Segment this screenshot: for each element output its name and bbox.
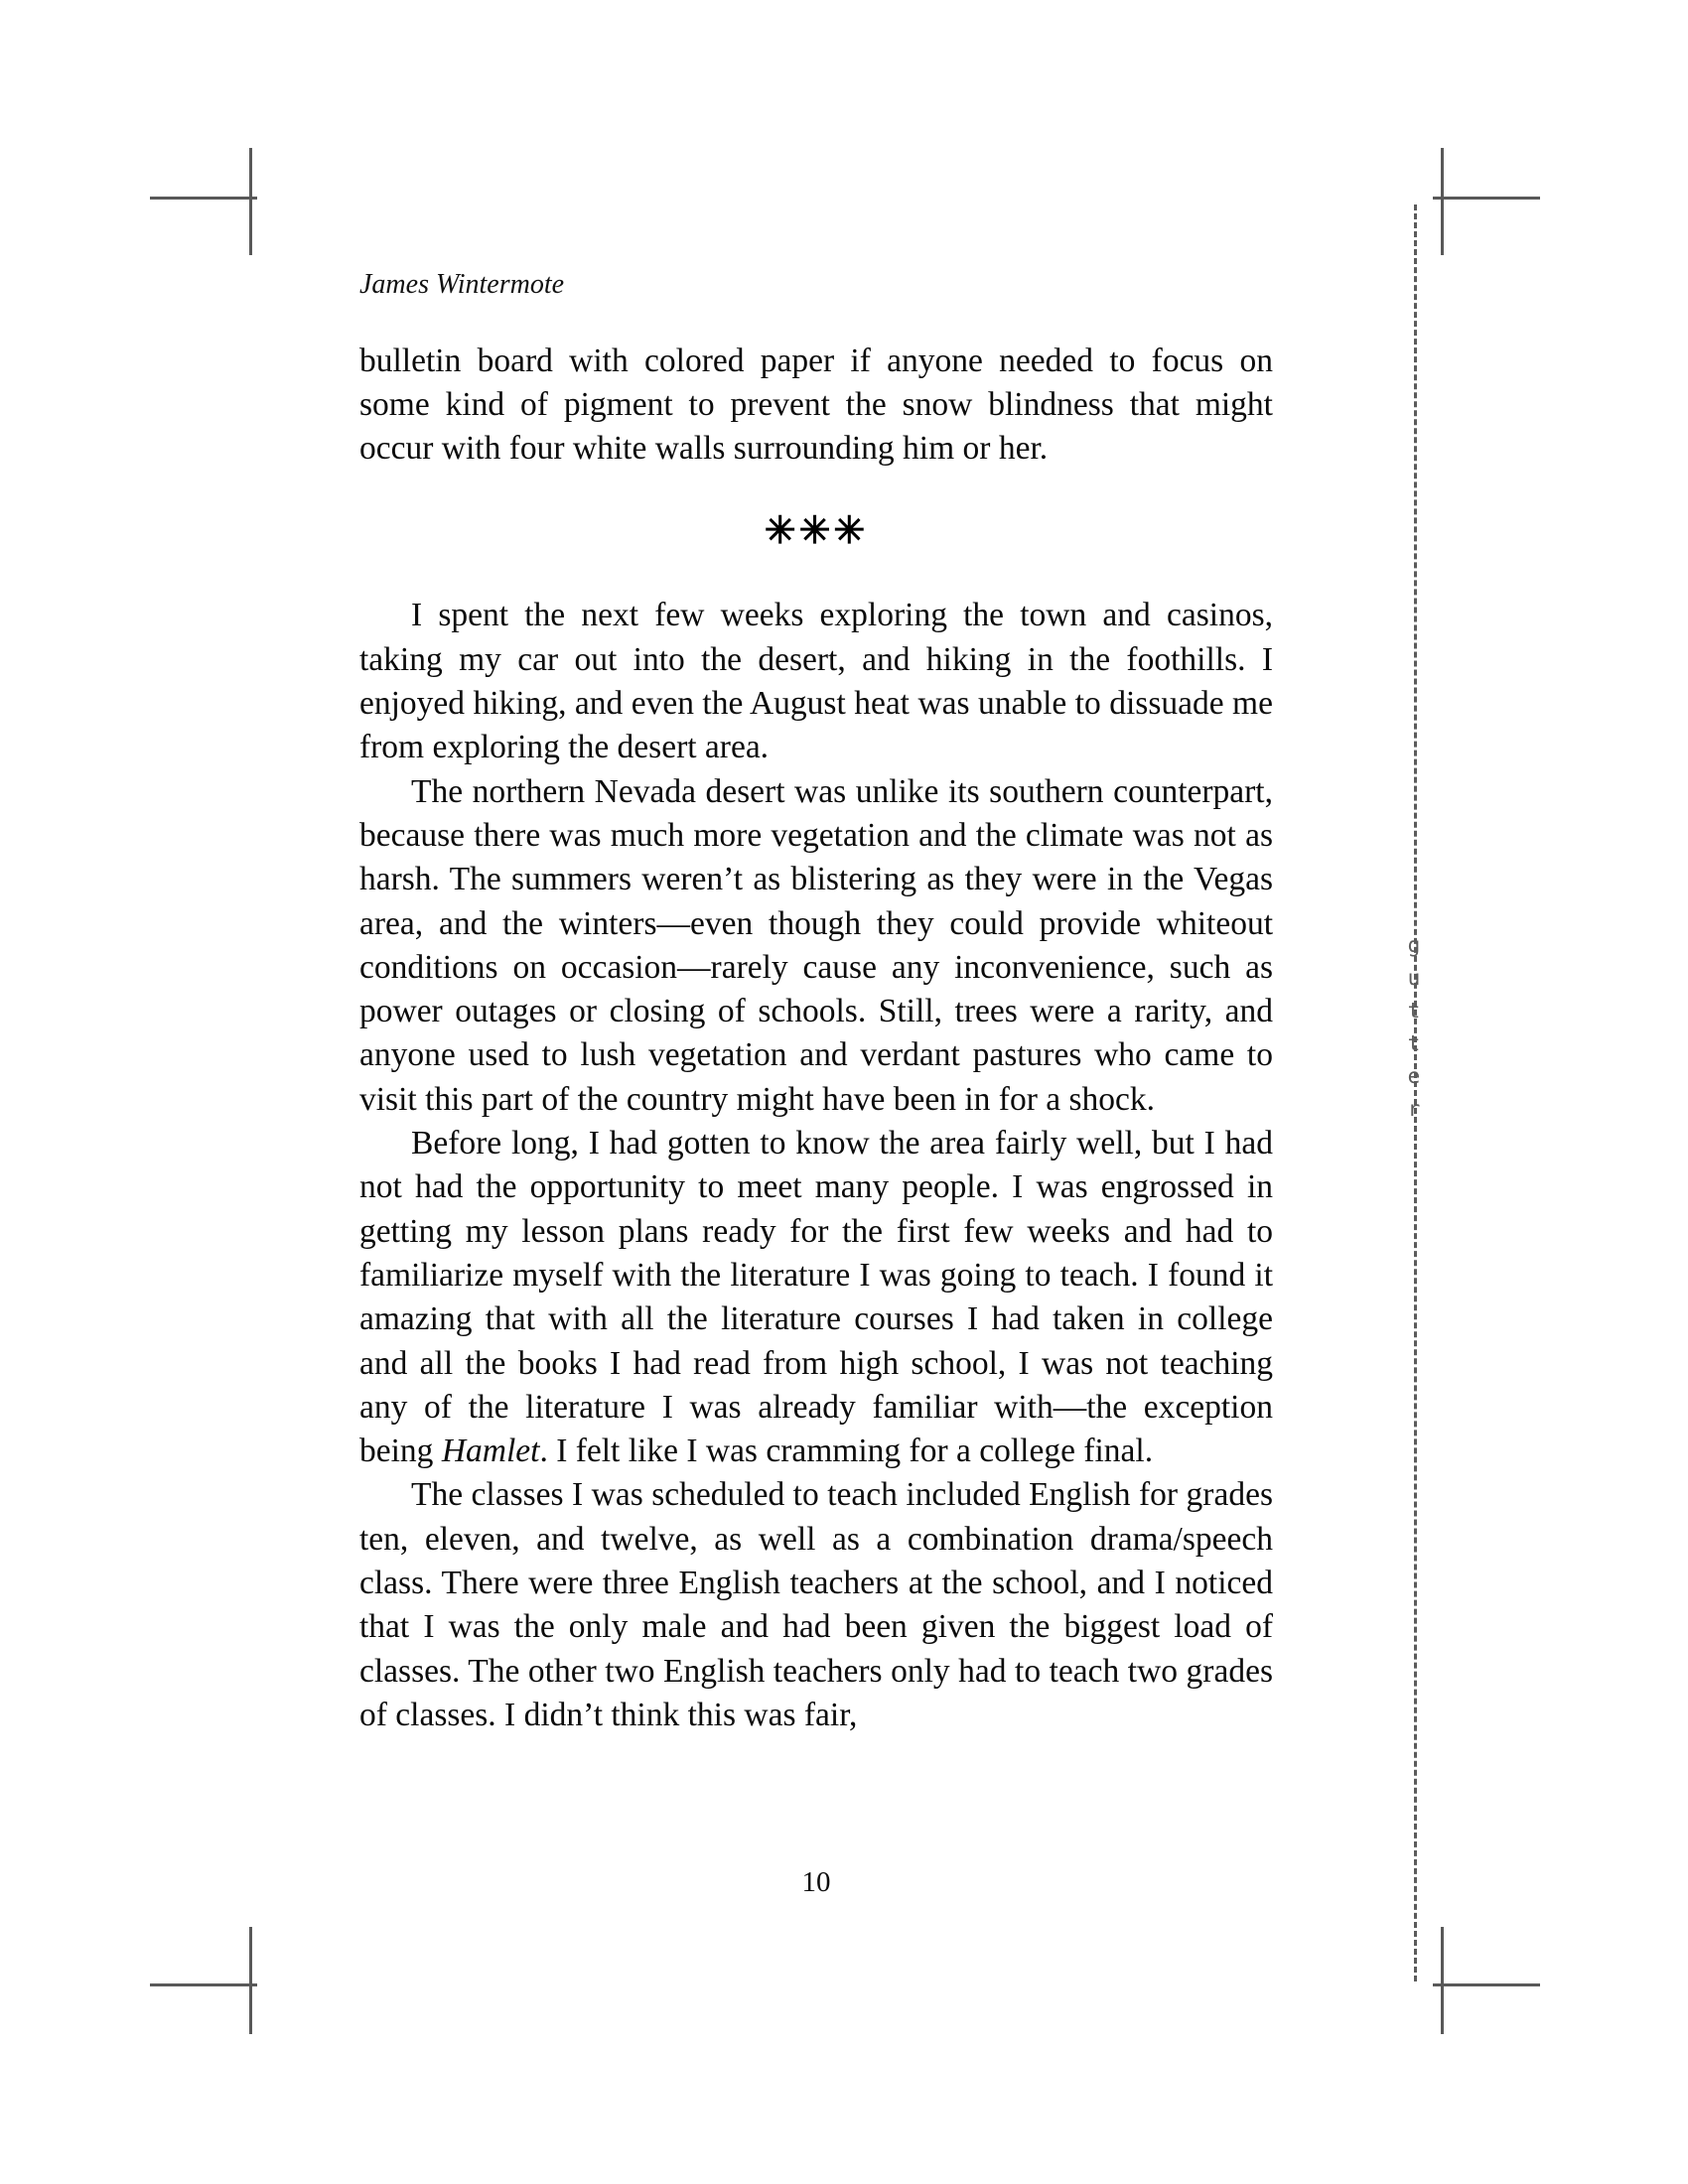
crop-mark-bottom-left-horizontal [150, 1983, 257, 1986]
paragraph-continued: bulletin board with colored paper if anyone needed to focus on some kind of pigment to prevent the snow blindness that might occur with four white walls surrounding him or her. [359, 341, 1273, 468]
crop-mark-top-right-vertical [1441, 148, 1444, 255]
crop-mark-top-left-horizontal [150, 197, 257, 200]
paragraph-lesson-plans-part-a: Before long, I had gotten to know the area fairly well, but I had not had the opportunity to meet many people. I was engrossed in getting my lesson plans ready for the first few weeks and had to familiarize myself with the literature I was going to teach. I found it amazing that with all the literature courses I had taken in college and all the books I had read from high school, I was not teaching any of the literature I was already familiar with—the exception being [359, 1125, 1273, 1470]
paragraph-lesson-plans [359, 1122, 1273, 1473]
page-number: 10 [801, 1866, 831, 1898]
book-title-hamlet: Hamlet [441, 1433, 540, 1470]
gutter-label: gutter [1402, 933, 1426, 1130]
type-area [359, 268, 1273, 1737]
running-head: James Wintermote [359, 269, 565, 300]
crop-mark-top-right-horizontal [1433, 197, 1540, 200]
paragraph-exploring: I spent the next few weeks exploring the town and casinos, taking my car out into the desert, and hiking in the foothills. I enjoyed hiking, and even the August heat was unable to dissuade me from exploring the desert area. [359, 597, 1273, 766]
paragraph-classes: The classes I was scheduled to teach included English for grades ten, eleven, and twelve, as well as a combination drama/speech class. There were three English teachers at the school, and I noticed that I was the only male and had been given the biggest load of classes. The other two English teachers only had to teach two grades of classes. I didn’t think this was fair, [359, 1476, 1273, 1733]
crop-mark-bottom-right-horizontal [1433, 1983, 1540, 1986]
paragraph-nevada-desert: The northern Nevada desert was unlike its southern counterpart, because there was much more vegetation and the climate was not as harsh. The summers weren’t as blistering as they were in the Vegas area, and the winters—even though they could provide whiteout conditions on occasion—rarely cause any inconvenience, such as power outages or closing of schools. Still, trees were a rarity, and anyone used to lush vegetation and verdant pastures who came to visit this part of the country might have been in for a shock. [359, 772, 1273, 1118]
crop-mark-bottom-right-vertical [1441, 1927, 1444, 2034]
crop-mark-top-left-vertical [249, 148, 252, 255]
paragraph-lesson-plans-part-b: . I felt like I was cramming for a college final. [539, 1433, 1154, 1470]
crop-mark-bottom-left-vertical [249, 1927, 252, 2034]
scene-break-asterisks: ✳✳✳ [764, 510, 869, 553]
